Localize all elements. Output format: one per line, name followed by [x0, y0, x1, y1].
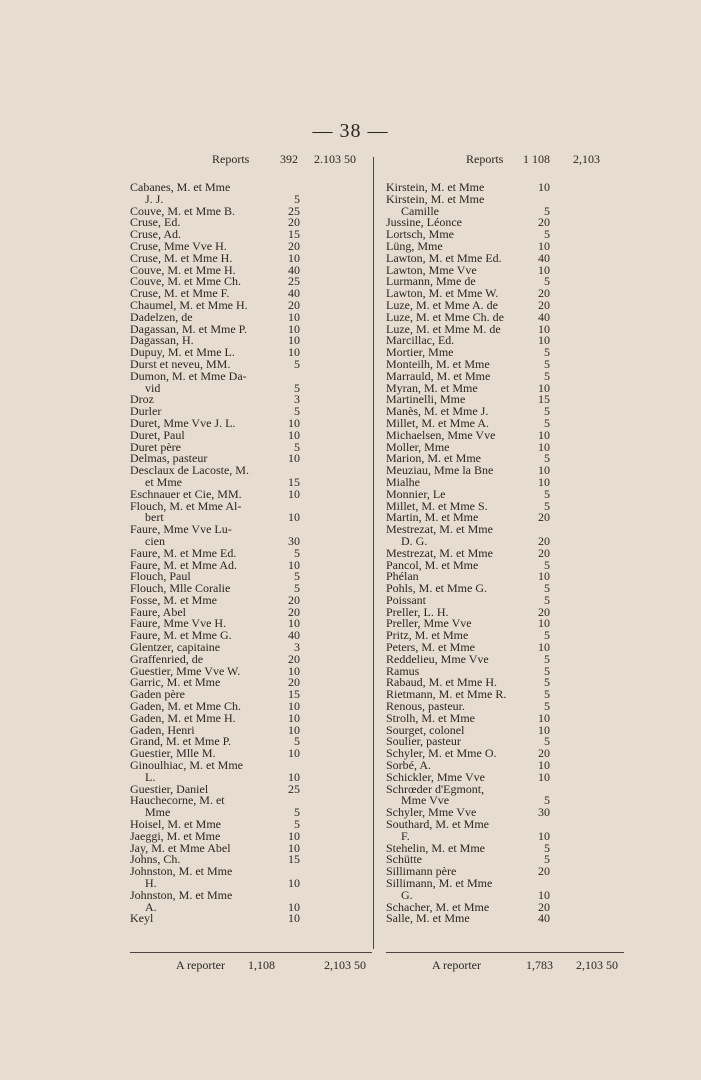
subscriber-name: vid: [145, 380, 161, 395]
left-footer-total: 2,103 50: [324, 958, 366, 972]
subscriber-name: Cabanes, M. et Mme: [130, 180, 231, 194]
subscriber-name: Hoisel, M. et Mme: [130, 817, 221, 832]
subscription-amount: 10: [538, 616, 550, 631]
subscriber-name: Sillimann père: [386, 864, 457, 879]
subscription-amount: 40: [288, 262, 300, 277]
subscriber-name: bert: [145, 510, 164, 525]
subscriber-name: Duret père: [130, 439, 181, 454]
subscriber-name: Kirstein, M. et Mme: [386, 180, 485, 194]
subscriber-name: Cruse, M. et Mme H.: [130, 250, 233, 265]
subscription-amount: 20: [538, 215, 550, 230]
subscriber-name: Cruse, Ed.: [130, 215, 181, 230]
subscription-amount: 20: [538, 864, 550, 879]
subscription-amount: 10: [288, 828, 300, 843]
subscriber-name: Dagassan, M. et Mme P.: [130, 321, 247, 336]
subscription-amount: 20: [288, 297, 300, 312]
right-header-count: 1 108: [523, 152, 550, 166]
subscriber-name: Monteilh, M. et Mme: [386, 356, 490, 371]
subscription-amount: 20: [538, 297, 550, 312]
subscriber-name: Johnston, M. et Mme: [130, 864, 233, 879]
subscriber-name: Millet, M. et Mme S.: [386, 498, 488, 513]
right-footer-label: A reporter: [432, 958, 481, 972]
subscription-amount: 10: [288, 333, 300, 348]
subscriber-name: Jay, M. et Mme Abel: [130, 840, 231, 855]
subscription-amount: 5: [544, 852, 550, 867]
subscription-amount: 15: [288, 687, 300, 702]
subscriber-name: Faure, M. et Mme Ed.: [130, 545, 237, 560]
subscription-amount: 40: [538, 309, 550, 324]
subscriber-name: Luze, M. et Mme Ch. de: [386, 309, 504, 324]
column-divider: [373, 157, 374, 949]
subscription-amount: 5: [544, 203, 550, 218]
subscription-amount: 40: [288, 286, 300, 301]
subscriber-name: Couve, M. et Mme B.: [130, 203, 235, 218]
subscriber-name: Grand, M. et Mme P.: [130, 734, 231, 749]
subscription-amount: 15: [288, 227, 300, 242]
subscription-amount: 5: [294, 439, 300, 454]
subscriber-name: Salle, M. et Mme: [386, 911, 470, 926]
subscription-amount: 5: [294, 191, 300, 206]
list-item: [386, 878, 624, 890]
subscriber-name: Cruse, Mme Vve H.: [130, 238, 227, 253]
subscriber-name: Schütte: [386, 852, 422, 867]
subscription-amount: 10: [538, 887, 550, 902]
subscriber-name: Peters, M. et Mme: [386, 640, 475, 655]
subscription-amount: 5: [544, 734, 550, 749]
subscription-amount: 20: [538, 510, 550, 525]
subscription-amount: 10: [538, 463, 550, 478]
subscriber-name: Millet, M. et Mme A.: [386, 415, 489, 430]
subscription-amount: 10: [538, 722, 550, 737]
list-item: [386, 465, 624, 477]
subscriber-name: Dagassan, H.: [130, 333, 194, 348]
right-footer-total: 2,103 50: [576, 958, 618, 972]
subscriber-name: D. G.: [401, 533, 428, 548]
subscriber-name: Garric, M. et Mme: [130, 675, 221, 690]
subscription-amount: 10: [288, 486, 300, 501]
subscription-amount: 10: [538, 758, 550, 773]
subscription-amount: 10: [288, 510, 300, 525]
subscriber-name: Phélan: [386, 569, 419, 584]
subscription-amount: 20: [538, 604, 550, 619]
subscriber-name: Ramus: [386, 663, 420, 678]
subscriber-name: Pritz, M. et Mme: [386, 628, 469, 643]
subscriber-name: Dumon, M. et Mme Da-: [130, 368, 247, 383]
subscriber-name: Ginoulhiac, M. et Mme: [130, 758, 243, 773]
subscription-amount: 10: [288, 769, 300, 784]
subscription-amount: 5: [544, 651, 550, 666]
list-item: [130, 524, 372, 536]
subscriber-name: Rietmann, M. et Mme R.: [386, 687, 507, 702]
list-item: [130, 913, 372, 925]
subscription-amount: 10: [538, 321, 550, 336]
subscriber-name: Michaelsen, Mme Vve: [386, 427, 496, 442]
subscriber-name: Sorbé, A.: [386, 758, 431, 773]
subscriber-name: Guestier, Mlle M.: [130, 746, 216, 761]
subscription-amount: 15: [288, 852, 300, 867]
subscription-amount: 5: [544, 415, 550, 430]
subscription-amount: 30: [538, 805, 550, 820]
subscriber-name: Meuziau, Mme la Bne: [386, 463, 494, 478]
subscription-amount: 10: [538, 769, 550, 784]
subscription-amount: 10: [288, 616, 300, 631]
subscriber-name: Graffenried, de: [130, 651, 204, 666]
list-item: [130, 760, 372, 772]
subscription-amount: 10: [538, 710, 550, 725]
subscriber-name: Luze, M. et Mme A. de: [386, 297, 498, 312]
right-header-label: Reports: [466, 152, 504, 166]
subscriber-name: Marcillac, Ed.: [386, 333, 455, 348]
subscription-amount: 5: [294, 569, 300, 584]
subscription-amount: 5: [544, 663, 550, 678]
subscriber-name: Strolh, M. et Mme: [386, 710, 475, 725]
left-total-rule: [130, 952, 372, 953]
subscriber-name: Marion, M. et Mme: [386, 451, 481, 466]
subscription-amount: 10: [538, 333, 550, 348]
subscription-amount: 10: [288, 710, 300, 725]
subscription-amount: 5: [294, 581, 300, 596]
subscriber-name: Lortsch, Mme: [386, 227, 454, 242]
right-header-total: 2,103: [573, 152, 600, 166]
list-item: [130, 182, 372, 194]
subscriber-name: Luze, M. et Mme M. de: [386, 321, 501, 336]
subscriber-name: Johnston, M. et Mme: [130, 887, 233, 902]
subscriber-name: Reddelieu, Mme Vve: [386, 651, 489, 666]
subscription-amount: 10: [288, 722, 300, 737]
subscription-amount: 10: [538, 238, 550, 253]
subscriber-name: Martinelli, Mme: [386, 392, 466, 407]
subscription-amount: 10: [288, 309, 300, 324]
left-header-total: 2.103 50: [314, 152, 356, 166]
subscriber-name: cien: [145, 533, 165, 548]
list-item: [130, 887, 372, 902]
subscriber-name: Cruse, Ad.: [130, 227, 181, 242]
subscriber-name: Pohls, M. et Mme G.: [386, 581, 488, 596]
subscription-amount: 5: [544, 274, 550, 289]
subscriber-name: Lurmann, Mme de: [386, 274, 476, 289]
subscriber-name: Eschnauer et Cie, MM.: [130, 486, 242, 501]
subscriber-name: Johns, Ch.: [130, 852, 181, 867]
subscription-amount: 5: [544, 675, 550, 690]
subscription-amount: 5: [544, 687, 550, 702]
subscription-amount: 20: [538, 746, 550, 761]
subscription-amount: 20: [538, 899, 550, 914]
subscriber-name: Schyler, M. et Mme O.: [386, 746, 497, 761]
subscription-amount: 10: [538, 262, 550, 277]
subscription-amount: 20: [538, 533, 550, 548]
left-subscriber-list: [130, 182, 372, 925]
subscriber-name: Mortier, Mme: [386, 345, 454, 360]
subscription-amount: 5: [544, 498, 550, 513]
subscription-amount: 10: [538, 427, 550, 442]
subscription-amount: 5: [294, 805, 300, 820]
subscriber-name: Mestrezat, M. et Mme: [386, 545, 493, 560]
subscriber-name: Kirstein, M. et Mme: [386, 191, 485, 206]
subscription-amount: 5: [294, 734, 300, 749]
list-item: [386, 913, 624, 925]
subscription-amount: 10: [288, 345, 300, 360]
subscriber-name: Poissant: [386, 592, 427, 607]
subscriber-name: Desclaux de Lacoste, M.: [130, 463, 249, 478]
subscription-amount: 10: [288, 250, 300, 265]
subscriber-name: Faure, M. et Mme Ad.: [130, 557, 237, 572]
subscriber-name: Pancol, M. et Mme: [386, 557, 479, 572]
subscriber-name: Dadelzen, de: [130, 309, 193, 324]
subscription-amount: 10: [288, 699, 300, 714]
subscriber-name: et Mme: [145, 474, 182, 489]
subscriber-name: Lüng, Mme: [386, 238, 443, 253]
subscription-amount: 5: [544, 486, 550, 501]
subscriber-name: Camille: [401, 203, 439, 218]
subscription-amount: 5: [544, 628, 550, 643]
subscriber-name: Duret, Mme Vve J. L.: [130, 415, 236, 430]
subscriber-name: Lawton, M. et Mme Ed.: [386, 250, 502, 265]
subscription-amount: 5: [544, 345, 550, 360]
subscriber-name: Durst et neveu, MM.: [130, 356, 231, 371]
right-carried-forward: [386, 152, 624, 168]
right-total-rule: [386, 952, 624, 953]
subscription-amount: 10: [538, 640, 550, 655]
subscriber-name: G.: [401, 887, 413, 902]
subscriber-name: Gaden, Henri: [130, 722, 195, 737]
subscription-amount: 5: [544, 451, 550, 466]
subscriber-name: Faure, Abel: [130, 604, 186, 619]
subscription-amount: 5: [544, 840, 550, 855]
list-item: [386, 557, 624, 572]
subscriber-name: Jussine, Léonce: [386, 215, 462, 230]
subscription-amount: 5: [544, 356, 550, 371]
left-header-label: Reports: [212, 152, 250, 166]
subscription-amount: 5: [544, 793, 550, 808]
subscriber-name: Guestier, Mme Vve W.: [130, 663, 241, 678]
subscriber-name: Flouch, M. et Mme Al-: [130, 498, 242, 513]
list-item: [386, 651, 624, 666]
subscription-amount: 15: [288, 474, 300, 489]
subscriber-name: Marrauld, M. et Mme: [386, 368, 491, 383]
subscription-amount: 10: [288, 557, 300, 572]
subscription-amount: 20: [538, 286, 550, 301]
subscription-amount: 5: [544, 699, 550, 714]
subscriber-name: Faure, Mme Vve Lu-: [130, 522, 232, 537]
subscriber-name: Hauchecorne, M. et: [130, 793, 225, 808]
subscriber-name: F.: [401, 828, 410, 843]
subscriber-name: Moller, Mme: [386, 439, 450, 454]
subscriber-name: J. J.: [145, 191, 164, 206]
subscription-amount: 25: [288, 203, 300, 218]
subscriber-name: A.: [145, 899, 157, 914]
subscription-amount: 40: [538, 911, 550, 926]
subscriber-name: Myran, M. et Mme: [386, 380, 478, 395]
subscription-amount: 25: [288, 274, 300, 289]
list-item: [130, 866, 372, 878]
subscription-amount: 5: [294, 380, 300, 395]
subscriber-name: Chaumel, M. et Mme H.: [130, 297, 248, 312]
subscription-amount: 5: [544, 557, 550, 572]
subscriber-name: Fosse, M. et Mme: [130, 592, 217, 607]
subscription-amount: 15: [538, 392, 550, 407]
right-footer-count: 1,783: [526, 958, 553, 972]
subscription-amount: 20: [288, 215, 300, 230]
list-item: [130, 368, 372, 383]
subscriber-name: Droz: [130, 392, 154, 407]
left-column: [130, 152, 372, 925]
subscriber-name: Schickler, Mme Vve: [386, 769, 485, 784]
left-carried-forward: [130, 152, 372, 168]
subscription-amount: 20: [538, 545, 550, 560]
subscriber-name: Jaeggi, M. et Mme: [130, 828, 221, 843]
subscriber-name: Mialhe: [386, 474, 420, 489]
subscriber-name: Duret, Paul: [130, 427, 185, 442]
subscriber-name: Monnier, Le: [386, 486, 446, 501]
subscription-amount: 3: [294, 640, 300, 655]
subscriber-name: Couve, M. et Mme Ch.: [130, 274, 241, 289]
subscriber-name: Preller, L. H.: [386, 604, 449, 619]
page-number: — 38 —: [312, 120, 389, 142]
subscriber-name: Schyler, Mme Vve: [386, 805, 477, 820]
subscription-amount: 20: [288, 238, 300, 253]
subscriber-name: Gaden père: [130, 687, 185, 702]
subscriber-name: Preller, Mme Vve: [386, 616, 472, 631]
subscription-amount: 10: [538, 474, 550, 489]
subscription-amount: 10: [288, 746, 300, 761]
subscription-amount: 5: [294, 817, 300, 832]
subscriber-name: Stehelin, M. et Mme: [386, 840, 485, 855]
list-item: [130, 380, 372, 395]
subscriber-name: Rabaud, M. et Mme H.: [386, 675, 497, 690]
subscriber-name: Faure, Mme Vve H.: [130, 616, 227, 631]
subscriber-name: Manès, M. et Mme J.: [386, 404, 489, 419]
subscription-amount: 5: [544, 404, 550, 419]
subscription-amount: 5: [544, 581, 550, 596]
subscription-amount: 10: [538, 180, 550, 194]
subscription-amount: 10: [288, 663, 300, 678]
subscription-amount: 10: [288, 840, 300, 855]
subscription-amount: 10: [538, 828, 550, 843]
subscriber-name: Guestier, Daniel: [130, 781, 209, 796]
subscriber-name: Schacher, M. et Mme: [386, 899, 490, 914]
subscription-amount: 10: [288, 899, 300, 914]
subscription-amount: 5: [294, 545, 300, 560]
list-item: [130, 498, 372, 513]
subscriber-name: Southard, M. et Mme: [386, 817, 489, 832]
subscriber-name: Martin, M. et Mme: [386, 510, 479, 525]
right-subscriber-list: [386, 182, 624, 925]
list-item: [130, 899, 372, 914]
list-item: [130, 394, 372, 406]
subscription-amount: 20: [288, 675, 300, 690]
subscription-amount: 5: [544, 227, 550, 242]
subscriber-name: Flouch, Paul: [130, 569, 191, 584]
subscriber-name: Mme: [145, 805, 171, 820]
subscriber-name: L.: [145, 769, 156, 784]
subscription-amount: 5: [544, 592, 550, 607]
subscriber-name: Durler: [130, 404, 162, 419]
subscription-amount: 40: [538, 250, 550, 265]
left-carry-over: [130, 958, 372, 974]
subscription-amount: 30: [288, 533, 300, 548]
subscriber-name: Flouch, Mlle Coralie: [130, 581, 231, 596]
subscription-amount: 5: [294, 356, 300, 371]
subscription-amount: 10: [288, 876, 300, 891]
subscription-amount: 10: [288, 427, 300, 442]
subscription-amount: 20: [288, 604, 300, 619]
left-footer-count: 1,108: [248, 958, 275, 972]
subscriber-name: Keyl: [130, 911, 154, 926]
subscriber-name: Dupuy, M. et Mme L.: [130, 345, 235, 360]
right-column: [386, 152, 624, 925]
subscriber-name: Glentzer, capitaine: [130, 640, 221, 655]
subscriber-name: Schrœder d'Egmont,: [386, 781, 485, 796]
subscription-amount: 10: [288, 415, 300, 430]
subscriber-name: Lawton, Mme Vve: [386, 262, 477, 277]
subscription-amount: 10: [288, 451, 300, 466]
subscription-amount: 10: [538, 380, 550, 395]
subscriber-name: Mme Vve: [401, 793, 450, 808]
subscription-amount: 20: [288, 651, 300, 666]
subscription-amount: 40: [288, 628, 300, 643]
left-footer-label: A reporter: [176, 958, 225, 972]
subscriber-name: Lawton, M. et Mme W.: [386, 286, 499, 301]
subscriber-name: Renous, pasteur.: [386, 699, 465, 714]
subscription-amount: 10: [288, 321, 300, 336]
subscriber-name: Sillimann, M. et Mme: [386, 876, 493, 891]
subscription-amount: 20: [288, 592, 300, 607]
subscriber-name: Sourget, colonel: [386, 722, 465, 737]
subscriber-name: Faure, M. et Mme G.: [130, 628, 232, 643]
subscription-amount: 3: [294, 392, 300, 407]
subscriber-name: Gaden, M. et Mme H.: [130, 710, 236, 725]
subscriber-name: Mestrezat, M. et Mme: [386, 522, 493, 537]
subscription-amount: 10: [538, 439, 550, 454]
subscriber-name: Gaden, M. et Mme Ch.: [130, 699, 241, 714]
subscriber-name: Delmas, pasteur: [130, 451, 208, 466]
subscription-amount: 10: [538, 569, 550, 584]
subscriber-name: Soulier, pasteur: [386, 734, 461, 749]
list-item: [386, 819, 624, 831]
subscriber-name: H.: [145, 876, 157, 891]
left-header-count: 392: [280, 152, 298, 166]
subscription-amount: 5: [544, 368, 550, 383]
subscriber-name: Cruse, M. et Mme F.: [130, 286, 230, 301]
right-carry-over: [386, 958, 624, 974]
subscriber-name: Couve, M. et Mme H.: [130, 262, 236, 277]
subscription-amount: 10: [288, 911, 300, 926]
subscription-amount: 5: [294, 404, 300, 419]
subscription-amount: 25: [288, 781, 300, 796]
